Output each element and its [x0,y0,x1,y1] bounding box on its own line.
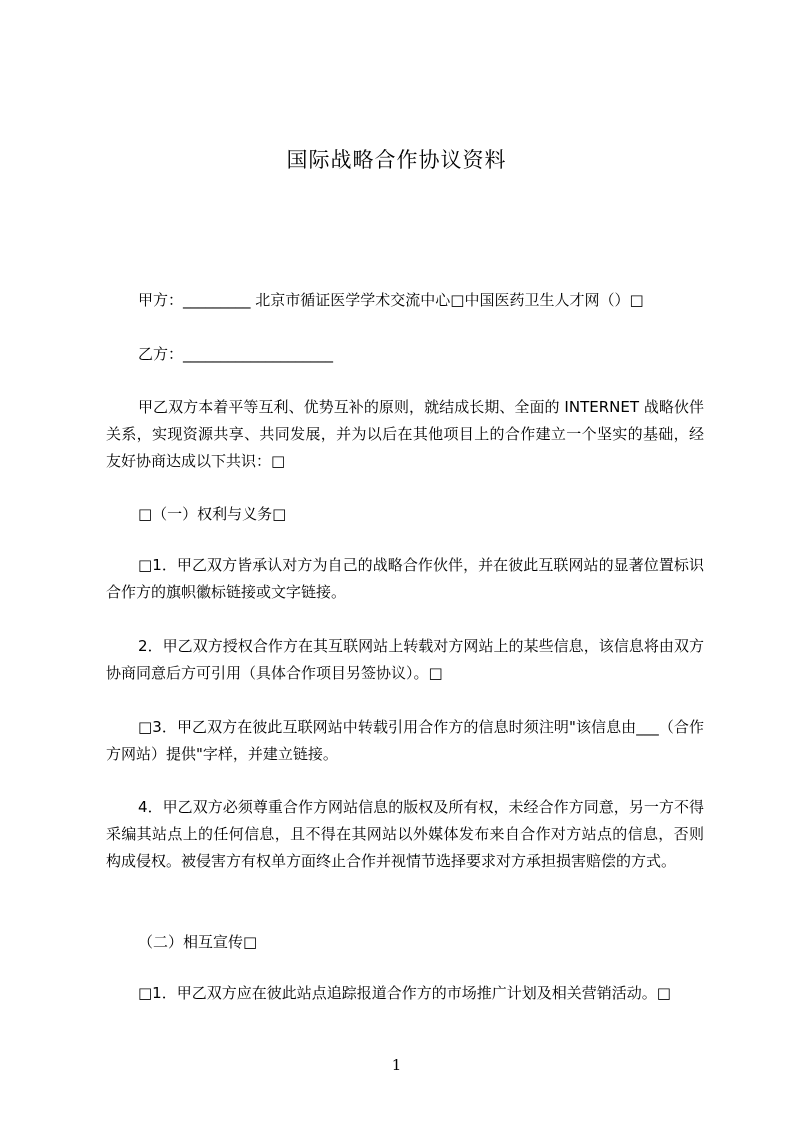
clause-1-2: 2．甲乙双方授权合作方在其互联网站上转载对方网站上的某些信息，该信息将由双方协商同意后方可引用（具体合作项目另签协议）。□ [106,637,704,682]
clause-1-4: 4．甲乙双方必须尊重合作方网站信息的版权及所有权，未经合作方同意，另一方不得采编其站点上的任何信息，且不得在其网站以外媒体发布来自合作对方站点的信息，否则构成侵权。被侵害方有权单方面终止合作并视情节选择要求对方承担损害赔偿的方式。 [106,798,704,870]
party-b-line: 乙方：____________________ [138,345,334,363]
section-heading-rights: □（一）权利与义务□ [138,505,287,523]
document-title: 国际战略合作协议资料 [286,148,507,172]
clause-1-1: □1．甲乙双方皆承认对方为自己的战略合作伙伴，并在彼此互联网站的显著位置标识合作方的旗帜徽标链接或文字链接。 [106,556,704,601]
party-a-line: 甲方：_________ 北京市循证医学学术交流中心□中国医药卫生人才网（）□ [138,291,644,309]
clause-2-1: □1．甲乙双方应在彼此站点追踪报道合作方的市场推广计划及相关营销活动。□ [138,984,671,1002]
section-heading-promotion: （二）相互宣传□ [138,933,258,951]
clause-1-3: □3．甲乙双方在彼此互联网站中转载引用合作方的信息时须注明"该信息由___（合作方网站）提供"字样，并建立链接。 [106,718,704,763]
intro-paragraph: 甲乙双方本着平等互利、优势互补的原则，就结成长期、全面的 INTERNET 战略伙伴关系，实现资源共享、共同发展，并为以后在其他项目上的合作建立一个坚实的基础，经友好协商达成以下共识：□ [106,398,704,470]
page-number: 1 [391,1056,402,1074]
